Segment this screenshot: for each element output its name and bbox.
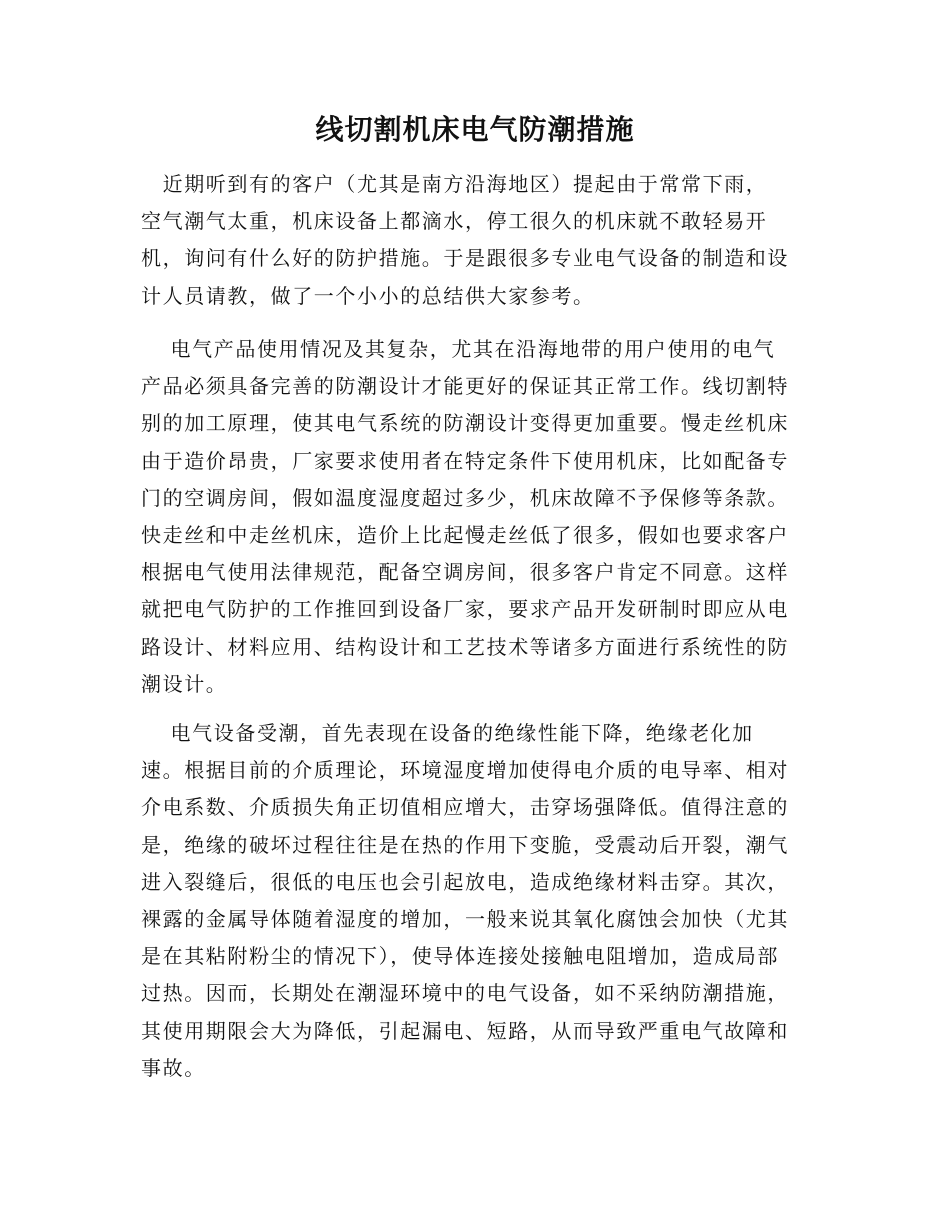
paragraph-3 xyxy=(141,715,789,1087)
text-line: 计人员请教，做了一个小小的总结供大家参考。 xyxy=(141,283,595,308)
text-line: 路设计、材料应用、结构设计和工艺技术等诸多方面进行系统性的防 xyxy=(141,634,789,659)
text-line: 快走丝和中走丝机床，造价上比起慢走丝低了很多，假如也要求客户 xyxy=(141,522,789,547)
text-line: 机，询问有什么好的防护措施。于是跟很多专业电气设备的制造和设 xyxy=(141,246,789,271)
text-line: 进入裂缝后，很低的电压也会引起放电，造成绝缘材料击穿。其次， xyxy=(141,869,789,894)
text-line: 是在其粘附粉尘的情况下），使导体连接处接触电阻增加，造成局部 xyxy=(141,944,779,969)
text-line: 别的加工原理，使其电气系统的防潮设计变得更加重要。慢走丝机床 xyxy=(141,411,789,436)
paragraph-1 xyxy=(141,166,789,315)
text-line: 电气产品使用情况及其复杂，尤其在沿海地带的用户使用的电气 xyxy=(141,337,776,361)
text-line: 门的空调房间，假如温度湿度超过多少，机床故障不予保修等条款。 xyxy=(141,485,789,510)
text-line: 根据电气使用法律规范，配备空调房间，很多客户肯定不同意。这样 xyxy=(141,560,789,585)
document-title: 线切割机床电气防潮措施 xyxy=(315,113,635,146)
text-line: 就把电气防护的工作推回到设备厂家，要求产品开发研制时即应从电 xyxy=(141,597,789,622)
text-line: 空气潮气太重，机床设备上都滴水，停工很久的机床就不敢轻易开 xyxy=(141,209,768,234)
text-line: 产品必须具备完善的防潮设计才能更好的保证其正常工作。线切割特 xyxy=(141,374,789,399)
paragraph-2 xyxy=(141,331,789,703)
text-line: 事故。 xyxy=(141,1055,206,1080)
text-line: 其使用期限会大为降低，引起漏电、短路，从而导致严重电气故障和 xyxy=(141,1018,789,1043)
text-line: 介电系数、介质损失角正切值相应增大，击穿场强降低。值得注意的 xyxy=(141,795,789,820)
text-line: 是，绝缘的破坏过程往往是在热的作用下变脆，受震动后开裂，潮气 xyxy=(141,832,789,857)
text-line: 电气设备受潮，首先表现在设备的绝缘性能下降，绝缘老化加 xyxy=(141,721,754,745)
text-line: 裸露的金属导体随着湿度的增加，一般来说其氧化腐蚀会加快（尤其 xyxy=(141,906,789,931)
text-line: 由于造价昂贵，厂家要求使用者在特定条件下使用机床，比如配备专 xyxy=(141,448,789,473)
text-line: 近期听到有的客户（尤其是南方沿海地区）提起由于常常下雨， xyxy=(141,172,768,196)
text-line: 速。根据目前的介质理论，环境湿度增加使得电介质的电导率、相对 xyxy=(141,758,789,783)
text-line: 过热。因而，长期处在潮湿环境中的电气设备，如不采纳防潮措施， xyxy=(141,981,789,1006)
text-line: 潮设计。 xyxy=(141,671,228,696)
